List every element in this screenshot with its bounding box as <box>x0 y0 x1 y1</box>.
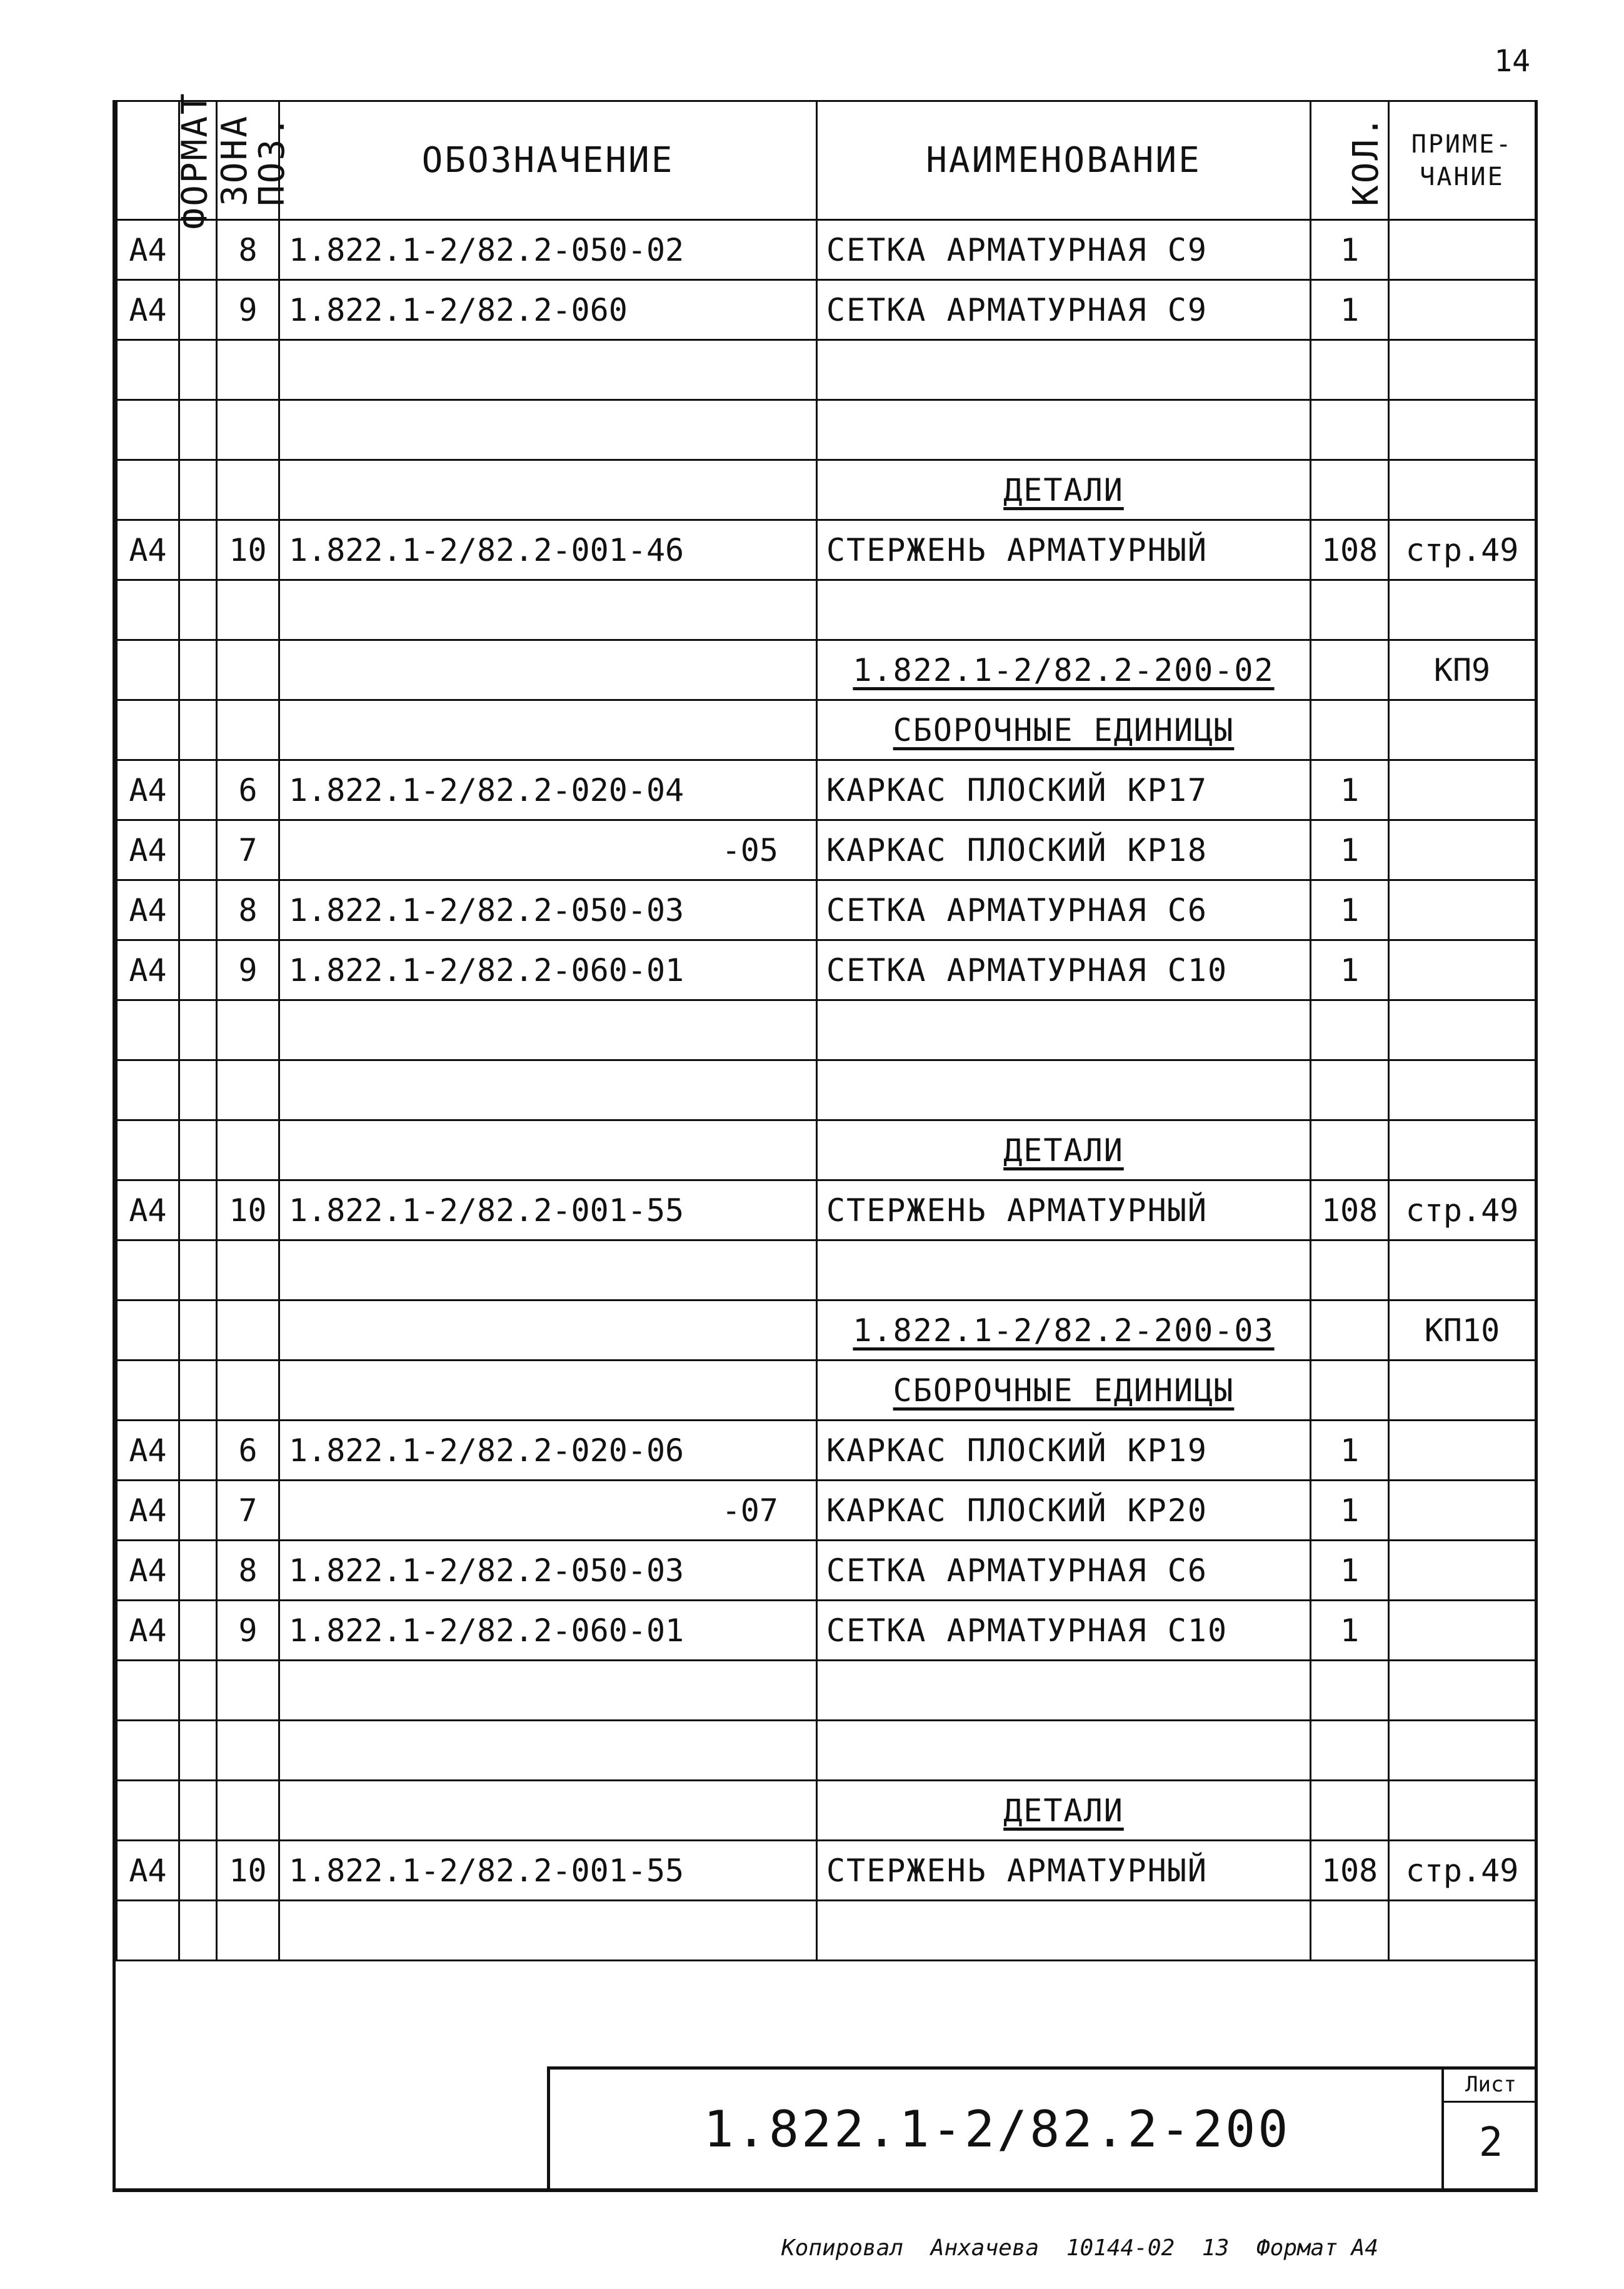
cell-note <box>1389 1661 1536 1721</box>
cell-designation: -07 <box>279 1481 817 1541</box>
table-row <box>117 280 1536 340</box>
table-row <box>117 220 1536 280</box>
cell-designation <box>279 1361 817 1421</box>
cell-format <box>117 1781 179 1841</box>
cell-zone <box>179 1240 217 1300</box>
page-number: 14 <box>1494 44 1530 79</box>
cell-format <box>117 1240 179 1300</box>
title-block <box>547 2066 1538 2188</box>
cell-name: СБОРОЧНЫЕ ЕДИНИЦЫ <box>817 1361 1311 1421</box>
header-note: ПРИМЕ-ЧАНИЕ <box>1389 101 1536 220</box>
specification-body <box>117 220 1536 1961</box>
cell-designation <box>279 1060 817 1120</box>
cell-format: А4 <box>117 880 179 940</box>
cell-name: СТЕРЖЕНЬ АРМАТУРНЫЙ <box>817 1841 1311 1901</box>
cell-zone <box>179 1000 217 1060</box>
cell-zone <box>179 340 217 400</box>
cell-name: КАРКАС ПЛОСКИЙ КР18 <box>817 820 1311 880</box>
cell-format <box>117 700 179 760</box>
cell-name: СЕТКА АРМАТУРНАЯ С10 <box>817 940 1311 1000</box>
cell-zone <box>179 1060 217 1120</box>
cell-zone <box>179 1120 217 1180</box>
cell-pos <box>217 640 279 700</box>
cell-qty: 1 <box>1311 1421 1389 1481</box>
cell-name <box>817 1661 1311 1721</box>
cell-qty: 1 <box>1311 220 1389 280</box>
cell-name <box>817 1901 1311 1961</box>
specification-table <box>116 91 1536 1961</box>
table-row <box>117 1601 1536 1661</box>
cell-format <box>117 340 179 400</box>
cell-format <box>117 1901 179 1961</box>
table-row <box>117 820 1536 880</box>
cell-pos <box>217 1300 279 1361</box>
cell-zone <box>179 880 217 940</box>
cell-name: СЕТКА АРМАТУРНАЯ С9 <box>817 220 1311 280</box>
cell-format: А4 <box>117 820 179 880</box>
header-pos: ПОЗ. <box>217 101 279 220</box>
document-code: 1.822.1-2/82.2-200 <box>703 2100 1291 2158</box>
header-format: ФОРМАТ <box>117 101 179 220</box>
cell-format <box>117 580 179 640</box>
cell-name: 1.822.1-2/82.2-200-03 <box>817 1300 1311 1361</box>
cell-format: А4 <box>117 1421 179 1481</box>
header-designation: ОБОЗНАЧЕНИЕ <box>279 101 817 220</box>
cell-name: КАРКАС ПЛОСКИЙ КР19 <box>817 1421 1311 1481</box>
table-row <box>117 1721 1536 1781</box>
cell-qty <box>1311 340 1389 400</box>
cell-name: ДЕТАЛИ <box>817 460 1311 520</box>
cell-designation <box>279 1000 817 1060</box>
table-row <box>117 1120 1536 1180</box>
cell-note <box>1389 1361 1536 1421</box>
cell-zone <box>179 1421 217 1481</box>
table-row <box>117 1060 1536 1120</box>
cell-zone <box>179 1541 217 1601</box>
cell-qty <box>1311 1721 1389 1781</box>
cell-qty: 108 <box>1311 1180 1389 1240</box>
cell-qty: 1 <box>1311 280 1389 340</box>
cell-name: ДЕТАЛИ <box>817 1781 1311 1841</box>
cell-note <box>1389 760 1536 820</box>
cell-format <box>117 1060 179 1120</box>
cell-pos: 8 <box>217 880 279 940</box>
table-row <box>117 460 1536 520</box>
cell-designation: 1.822.1-2/82.2-020-04 <box>279 760 817 820</box>
cell-name: КАРКАС ПЛОСКИЙ КР20 <box>817 1481 1311 1541</box>
cell-name: ДЕТАЛИ <box>817 1120 1311 1180</box>
sheet-box <box>1441 2070 1538 2188</box>
cell-pos: 7 <box>217 1481 279 1541</box>
header-qty: КОЛ. <box>1311 101 1389 220</box>
cell-pos: 6 <box>217 1421 279 1481</box>
cell-qty: 1 <box>1311 940 1389 1000</box>
table-row <box>117 1661 1536 1721</box>
table-row <box>117 1841 1536 1901</box>
cell-zone <box>179 280 217 340</box>
order-number: 10144-02 <box>1066 2235 1175 2261</box>
cell-format <box>117 640 179 700</box>
sheet-label: Лист <box>1444 2072 1538 2103</box>
cell-pos: 8 <box>217 220 279 280</box>
cell-designation: 1.822.1-2/82.2-020-06 <box>279 1421 817 1481</box>
cell-designation: 1.822.1-2/82.2-060 <box>279 280 817 340</box>
table-row <box>117 940 1536 1000</box>
cell-format: А4 <box>117 1841 179 1901</box>
cell-zone <box>179 1361 217 1421</box>
table-row <box>117 580 1536 640</box>
cell-note <box>1389 820 1536 880</box>
cell-pos <box>217 400 279 460</box>
table-row <box>117 700 1536 760</box>
cell-pos: 9 <box>217 940 279 1000</box>
table-row <box>117 520 1536 580</box>
cell-zone <box>179 1781 217 1841</box>
cell-designation <box>279 400 817 460</box>
cell-note <box>1389 1541 1536 1601</box>
cell-qty <box>1311 640 1389 700</box>
cell-name <box>817 580 1311 640</box>
cell-qty <box>1311 700 1389 760</box>
cell-qty <box>1311 400 1389 460</box>
cell-format <box>117 1000 179 1060</box>
cell-designation: 1.822.1-2/82.2-050-02 <box>279 220 817 280</box>
cell-note <box>1389 1000 1536 1060</box>
cell-designation <box>279 640 817 700</box>
cell-pos: 10 <box>217 520 279 580</box>
cell-pos <box>217 580 279 640</box>
cell-designation <box>279 700 817 760</box>
table-row <box>117 1901 1536 1961</box>
cell-designation <box>279 1120 817 1180</box>
copied-by-label: Копировал <box>781 2235 904 2261</box>
cell-designation <box>279 340 817 400</box>
cell-zone <box>179 1901 217 1961</box>
cell-qty: 1 <box>1311 1601 1389 1661</box>
cell-note <box>1389 1120 1536 1180</box>
cell-format <box>117 1300 179 1361</box>
cell-format <box>117 1721 179 1781</box>
cell-pos: 10 <box>217 1841 279 1901</box>
cell-name: СЕТКА АРМАТУРНАЯ С9 <box>817 280 1311 340</box>
cell-zone <box>179 700 217 760</box>
cell-zone <box>179 820 217 880</box>
table-row <box>117 1481 1536 1541</box>
cell-format: А4 <box>117 220 179 280</box>
cell-pos: 6 <box>217 760 279 820</box>
table-row <box>117 340 1536 400</box>
table-row <box>117 400 1536 460</box>
cell-designation: 1.822.1-2/82.2-060-01 <box>279 1601 817 1661</box>
cell-pos <box>217 1901 279 1961</box>
copied-by-name: Анхачева <box>930 2235 1040 2261</box>
cell-name <box>817 1060 1311 1120</box>
cell-name <box>817 340 1311 400</box>
cell-qty: 1 <box>1311 1541 1389 1601</box>
cell-name <box>817 1000 1311 1060</box>
cell-format <box>117 1661 179 1721</box>
cell-designation: 1.822.1-2/82.2-001-55 <box>279 1841 817 1901</box>
cell-pos <box>217 1661 279 1721</box>
cell-qty <box>1311 1781 1389 1841</box>
cell-designation <box>279 1240 817 1300</box>
cell-designation: 1.822.1-2/82.2-050-03 <box>279 880 817 940</box>
cell-name: СТЕРЖЕНЬ АРМАТУРНЫЙ <box>817 1180 1311 1240</box>
sheet-number: 2 <box>1478 2120 1503 2166</box>
cell-qty <box>1311 1901 1389 1961</box>
cell-format: А4 <box>117 280 179 340</box>
table-row <box>117 880 1536 940</box>
cell-designation <box>279 460 817 520</box>
cell-pos <box>217 1721 279 1781</box>
cell-zone <box>179 460 217 520</box>
cell-format <box>117 1120 179 1180</box>
cell-qty <box>1311 580 1389 640</box>
header-name: НАИМЕНОВАНИЕ <box>817 101 1311 220</box>
cell-format: А4 <box>117 1180 179 1240</box>
cell-name <box>817 1721 1311 1781</box>
cell-zone <box>179 1841 217 1901</box>
cell-format <box>117 1361 179 1421</box>
cell-name <box>817 400 1311 460</box>
cell-note: КП9 <box>1389 640 1536 700</box>
cell-qty: 1 <box>1311 760 1389 820</box>
cell-pos <box>217 700 279 760</box>
cell-note <box>1389 1781 1536 1841</box>
cell-qty <box>1311 1240 1389 1300</box>
table-header-row <box>117 101 1536 220</box>
cell-note: стр.49 <box>1389 520 1536 580</box>
cell-format: А4 <box>117 1541 179 1601</box>
cell-name <box>817 1240 1311 1300</box>
cell-name: СБОРОЧНЫЕ ЕДИНИЦЫ <box>817 700 1311 760</box>
cell-note <box>1389 1421 1536 1481</box>
cell-note: стр.49 <box>1389 1841 1536 1901</box>
cell-note: КП10 <box>1389 1300 1536 1361</box>
cell-pos <box>217 340 279 400</box>
cell-pos: 10 <box>217 1180 279 1240</box>
cell-designation <box>279 1300 817 1361</box>
cell-zone <box>179 1180 217 1240</box>
cell-pos <box>217 1781 279 1841</box>
table-row <box>117 1240 1536 1300</box>
cell-qty: 108 <box>1311 1841 1389 1901</box>
cell-note <box>1389 1060 1536 1120</box>
cell-qty: 1 <box>1311 880 1389 940</box>
cell-qty <box>1311 460 1389 520</box>
table-row <box>117 640 1536 700</box>
cell-format <box>117 400 179 460</box>
cell-name: СЕТКА АРМАТУРНАЯ С6 <box>817 1541 1311 1601</box>
header-zone: ЗОНА <box>179 101 217 220</box>
table-row <box>117 1361 1536 1421</box>
cell-designation <box>279 580 817 640</box>
cell-note <box>1389 580 1536 640</box>
cell-note: стр.49 <box>1389 1180 1536 1240</box>
cell-designation <box>279 1661 817 1721</box>
cell-qty <box>1311 1300 1389 1361</box>
cell-zone <box>179 400 217 460</box>
cell-pos <box>217 460 279 520</box>
cell-note <box>1389 1901 1536 1961</box>
cell-qty <box>1311 1661 1389 1721</box>
cell-format: А4 <box>117 520 179 580</box>
cell-format <box>117 460 179 520</box>
specification-sheet <box>113 91 1538 2192</box>
cell-zone <box>179 1661 217 1721</box>
cell-format: А4 <box>117 760 179 820</box>
cell-qty <box>1311 1120 1389 1180</box>
cell-note <box>1389 280 1536 340</box>
cell-designation <box>279 1721 817 1781</box>
cell-qty <box>1311 1060 1389 1120</box>
cell-designation: 1.822.1-2/82.2-001-46 <box>279 520 817 580</box>
cell-name: СЕТКА АРМАТУРНАЯ С10 <box>817 1601 1311 1661</box>
cell-zone <box>179 580 217 640</box>
cell-pos <box>217 1000 279 1060</box>
copy-number: 13 <box>1201 2235 1230 2261</box>
cell-pos: 8 <box>217 1541 279 1601</box>
cell-zone <box>179 640 217 700</box>
cell-note <box>1389 880 1536 940</box>
cell-format: А4 <box>117 940 179 1000</box>
cell-designation <box>279 1901 817 1961</box>
cell-pos <box>217 1240 279 1300</box>
cell-format: А4 <box>117 1601 179 1661</box>
cell-note <box>1389 220 1536 280</box>
cell-zone <box>179 760 217 820</box>
cell-qty <box>1311 1361 1389 1421</box>
cell-note <box>1389 1721 1536 1781</box>
cell-note <box>1389 700 1536 760</box>
cell-pos <box>217 1120 279 1180</box>
cell-designation: 1.822.1-2/82.2-060-01 <box>279 940 817 1000</box>
cell-qty <box>1311 1000 1389 1060</box>
table-row <box>117 760 1536 820</box>
table-row <box>117 1781 1536 1841</box>
cell-pos <box>217 1060 279 1120</box>
cell-format: А4 <box>117 1481 179 1541</box>
cell-name: КАРКАС ПЛОСКИЙ КР17 <box>817 760 1311 820</box>
cell-zone <box>179 940 217 1000</box>
cell-note <box>1389 400 1536 460</box>
cell-zone <box>179 1481 217 1541</box>
cell-note <box>1389 1481 1536 1541</box>
cell-name: 1.822.1-2/82.2-200-02 <box>817 640 1311 700</box>
cell-qty: 108 <box>1311 520 1389 580</box>
cell-zone <box>179 520 217 580</box>
cell-pos <box>217 1361 279 1421</box>
table-row <box>117 1300 1536 1361</box>
cell-pos: 9 <box>217 1601 279 1661</box>
cell-name: СЕТКА АРМАТУРНАЯ С6 <box>817 880 1311 940</box>
format-label: Формат А4 <box>1256 2235 1379 2261</box>
cell-zone <box>179 1721 217 1781</box>
cell-qty: 1 <box>1311 820 1389 880</box>
cell-note <box>1389 340 1536 400</box>
cell-note <box>1389 460 1536 520</box>
cell-name: СТЕРЖЕНЬ АРМАТУРНЫЙ <box>817 520 1311 580</box>
cell-designation: 1.822.1-2/82.2-001-55 <box>279 1180 817 1240</box>
cell-zone <box>179 1601 217 1661</box>
cell-note <box>1389 1240 1536 1300</box>
table-row <box>117 1000 1536 1060</box>
cell-designation: 1.822.1-2/82.2-050-03 <box>279 1541 817 1601</box>
cell-qty: 1 <box>1311 1481 1389 1541</box>
table-row <box>117 1541 1536 1601</box>
copy-footer <box>781 2235 1392 2261</box>
table-row <box>117 1180 1536 1240</box>
cell-note <box>1389 940 1536 1000</box>
cell-zone <box>179 1300 217 1361</box>
cell-pos: 9 <box>217 280 279 340</box>
cell-pos: 7 <box>217 820 279 880</box>
table-row <box>117 1421 1536 1481</box>
cell-note <box>1389 1601 1536 1661</box>
cell-designation: -05 <box>279 820 817 880</box>
cell-designation <box>279 1781 817 1841</box>
